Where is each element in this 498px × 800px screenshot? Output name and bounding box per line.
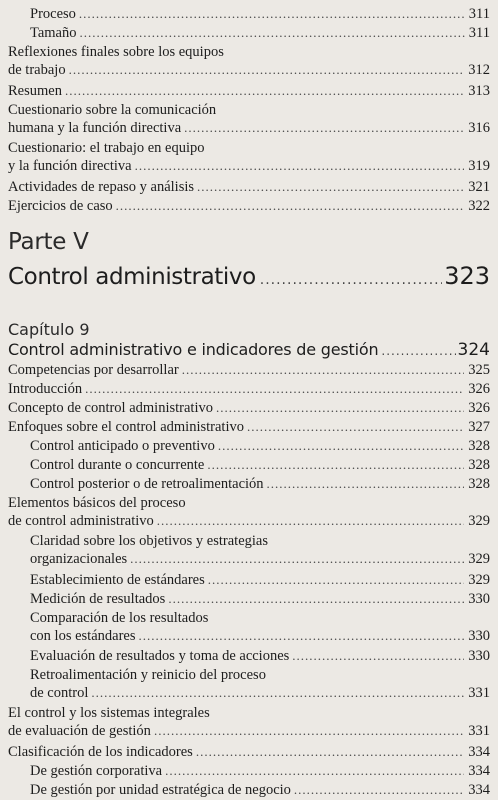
toc-page-number: 311: [468, 25, 490, 42]
toc-page-number: 313: [468, 82, 490, 99]
toc-page-number: 334: [468, 762, 490, 779]
toc-entry[interactable]: [30, 5, 490, 23]
toc-entry-title: Control posterior o de retroalimentación: [30, 476, 264, 493]
toc-entry-title: Retroalimentación y reinicio del proceso: [30, 667, 266, 684]
toc-entry-title: Tamaño: [30, 25, 77, 42]
toc-entry-title: De gestión por unidad estratégica de negocio: [30, 781, 291, 798]
toc-page-number: 329: [468, 551, 490, 568]
toc-entry[interactable]: [8, 139, 490, 175]
leader-dots: [207, 456, 464, 474]
toc-entry-title: y la función directiva: [8, 158, 132, 175]
leader-dots: [292, 647, 464, 665]
toc-entry-title: Enfoques sobre el control administrativo: [8, 418, 244, 435]
toc-entry-title: Cuestionario sobre la comunicación: [8, 102, 217, 118]
toc-entry[interactable]: [30, 609, 490, 645]
toc-page-number: 328: [468, 457, 490, 473]
toc-page-number: 321: [468, 178, 490, 195]
leader-dots: [260, 272, 442, 288]
toc-entry[interactable]: [8, 101, 490, 137]
toc-entry[interactable]: [30, 456, 490, 474]
leader-dots: [381, 344, 455, 358]
part-title: Control administrativo: [8, 264, 256, 290]
leader-dots: [157, 512, 464, 530]
part-title-row: [8, 262, 490, 290]
leader-dots: [184, 119, 464, 137]
toc-page-number: 326: [468, 380, 490, 397]
toc-entry[interactable]: [30, 532, 490, 568]
toc-page-number: 311: [468, 6, 490, 22]
toc-entry[interactable]: [30, 475, 490, 493]
chapter-title-row: [8, 340, 490, 360]
toc-entry[interactable]: [8, 494, 490, 530]
leader-dots: [247, 418, 464, 436]
toc-entry-title: de evaluación de gestión: [8, 723, 151, 740]
toc-entry[interactable]: [8, 380, 490, 398]
toc-entry[interactable]: [30, 590, 490, 608]
toc-page-number: 328: [468, 437, 490, 454]
toc-entry[interactable]: [30, 571, 490, 589]
toc-page-number: 331: [468, 723, 490, 740]
leader-dots: [216, 399, 464, 417]
part-label: Parte V: [8, 229, 89, 255]
toc-entry-title: Claridad sobre los objetivos y estrategias: [30, 533, 268, 550]
toc-entry-title: Concepto de control administrativo: [8, 399, 213, 416]
toc-entry-title: Elementos básicos del proceso: [8, 495, 186, 512]
leader-dots: [135, 157, 465, 175]
leader-dots: [130, 550, 464, 568]
toc-page-number: 330: [468, 648, 490, 664]
leader-dots: [80, 24, 465, 42]
toc-page-number: 327: [468, 418, 490, 435]
toc-entry[interactable]: [8, 399, 490, 417]
toc-entry-title: Actividades de repaso y análisis: [8, 178, 195, 195]
toc-entry-title: Introducción: [8, 380, 83, 397]
toc-entry[interactable]: [8, 82, 490, 100]
toc-page-number: 334: [468, 743, 490, 760]
toc-entry-title: Evaluación de resultados y toma de acciones: [30, 648, 290, 664]
toc-entry[interactable]: [8, 178, 490, 196]
toc-entry[interactable]: [8, 418, 490, 436]
leader-dots: [91, 684, 464, 702]
leader-dots: [182, 361, 465, 379]
leader-dots: [218, 437, 464, 455]
toc-entry[interactable]: [8, 361, 490, 379]
toc-entry[interactable]: [8, 743, 490, 761]
toc-entry-title: Reflexiones finales sobre los equipos: [8, 44, 224, 61]
toc-entry-title: organizacionales: [30, 551, 128, 568]
toc-page-number: 325: [468, 361, 490, 378]
toc-entry[interactable]: [30, 762, 490, 780]
toc-entry[interactable]: [8, 197, 490, 215]
toc-page-number: 328: [468, 476, 490, 493]
part-page-number: 323: [444, 262, 490, 290]
leader-dots: [139, 627, 465, 645]
toc-entry-title: de control: [30, 685, 89, 702]
toc-page-number: 330: [468, 627, 490, 644]
leader-dots: [154, 722, 464, 740]
toc-entry-title: Control durante o concurrente: [30, 457, 205, 473]
leader-dots: [294, 781, 464, 799]
toc-entry-title: Establecimiento de estándares: [30, 571, 205, 588]
leader-dots: [79, 5, 465, 23]
chapter-label: Capítulo 9: [8, 320, 90, 339]
toc-entry[interactable]: [30, 647, 490, 665]
leader-dots: [168, 590, 464, 608]
toc-page-number: 331: [468, 685, 490, 702]
toc-entry-title: El control y los sistemas integrales: [8, 705, 210, 722]
toc-entry-title: Control anticipado o preventivo: [30, 437, 215, 454]
leader-dots: [267, 475, 465, 493]
toc-entry-title: Competencias por desarrollar: [8, 361, 179, 378]
leader-dots: [196, 743, 464, 761]
toc-entry-title: humana y la función directiva: [8, 120, 182, 136]
toc-entry-title: de trabajo: [8, 62, 66, 79]
toc-entry-title: Proceso: [30, 6, 76, 22]
leader-dots: [116, 197, 465, 215]
toc-page-number: 316: [468, 120, 490, 136]
toc-entry-title: Comparación de los resultados: [30, 609, 209, 626]
toc-entry[interactable]: [8, 704, 490, 740]
leader-dots: [165, 762, 464, 780]
chapter-title: Control administrativo e indicadores de gestión: [8, 340, 379, 359]
toc-entry[interactable]: [8, 43, 490, 79]
toc-entry-title: de control administrativo: [8, 513, 154, 530]
toc-page-number: 319: [468, 158, 490, 175]
chapter-page-number: 324: [457, 340, 490, 360]
leader-dots: [65, 82, 464, 100]
leader-dots: [69, 61, 465, 79]
toc-entry[interactable]: [30, 666, 490, 702]
toc-entry-title: Ejercicios de caso: [8, 198, 113, 214]
leader-dots: [85, 380, 464, 398]
toc-page-number: 326: [468, 399, 490, 416]
toc-page-number: 322: [468, 198, 490, 214]
toc-entry-title: con los estándares: [30, 627, 136, 644]
toc-page-number: 334: [468, 781, 490, 798]
leader-dots: [197, 178, 464, 196]
toc-entry-title: De gestión corporativa: [30, 762, 163, 779]
toc-entry-title: Medición de resultados: [30, 590, 166, 607]
toc-entry-title: Clasificación de los indicadores: [8, 743, 193, 760]
toc-page-number: 330: [468, 590, 490, 607]
toc-page-number: 329: [468, 513, 490, 530]
toc-page-number: 329: [468, 571, 490, 588]
toc-entry-title: Resumen: [8, 82, 62, 99]
toc-entry[interactable]: [30, 781, 490, 799]
toc-entry-title: Cuestionario: el trabajo en equipo: [8, 140, 205, 157]
leader-dots: [208, 571, 465, 589]
toc-entry[interactable]: [30, 437, 490, 455]
toc-page-number: 312: [468, 62, 490, 79]
toc-entry[interactable]: [30, 24, 490, 42]
